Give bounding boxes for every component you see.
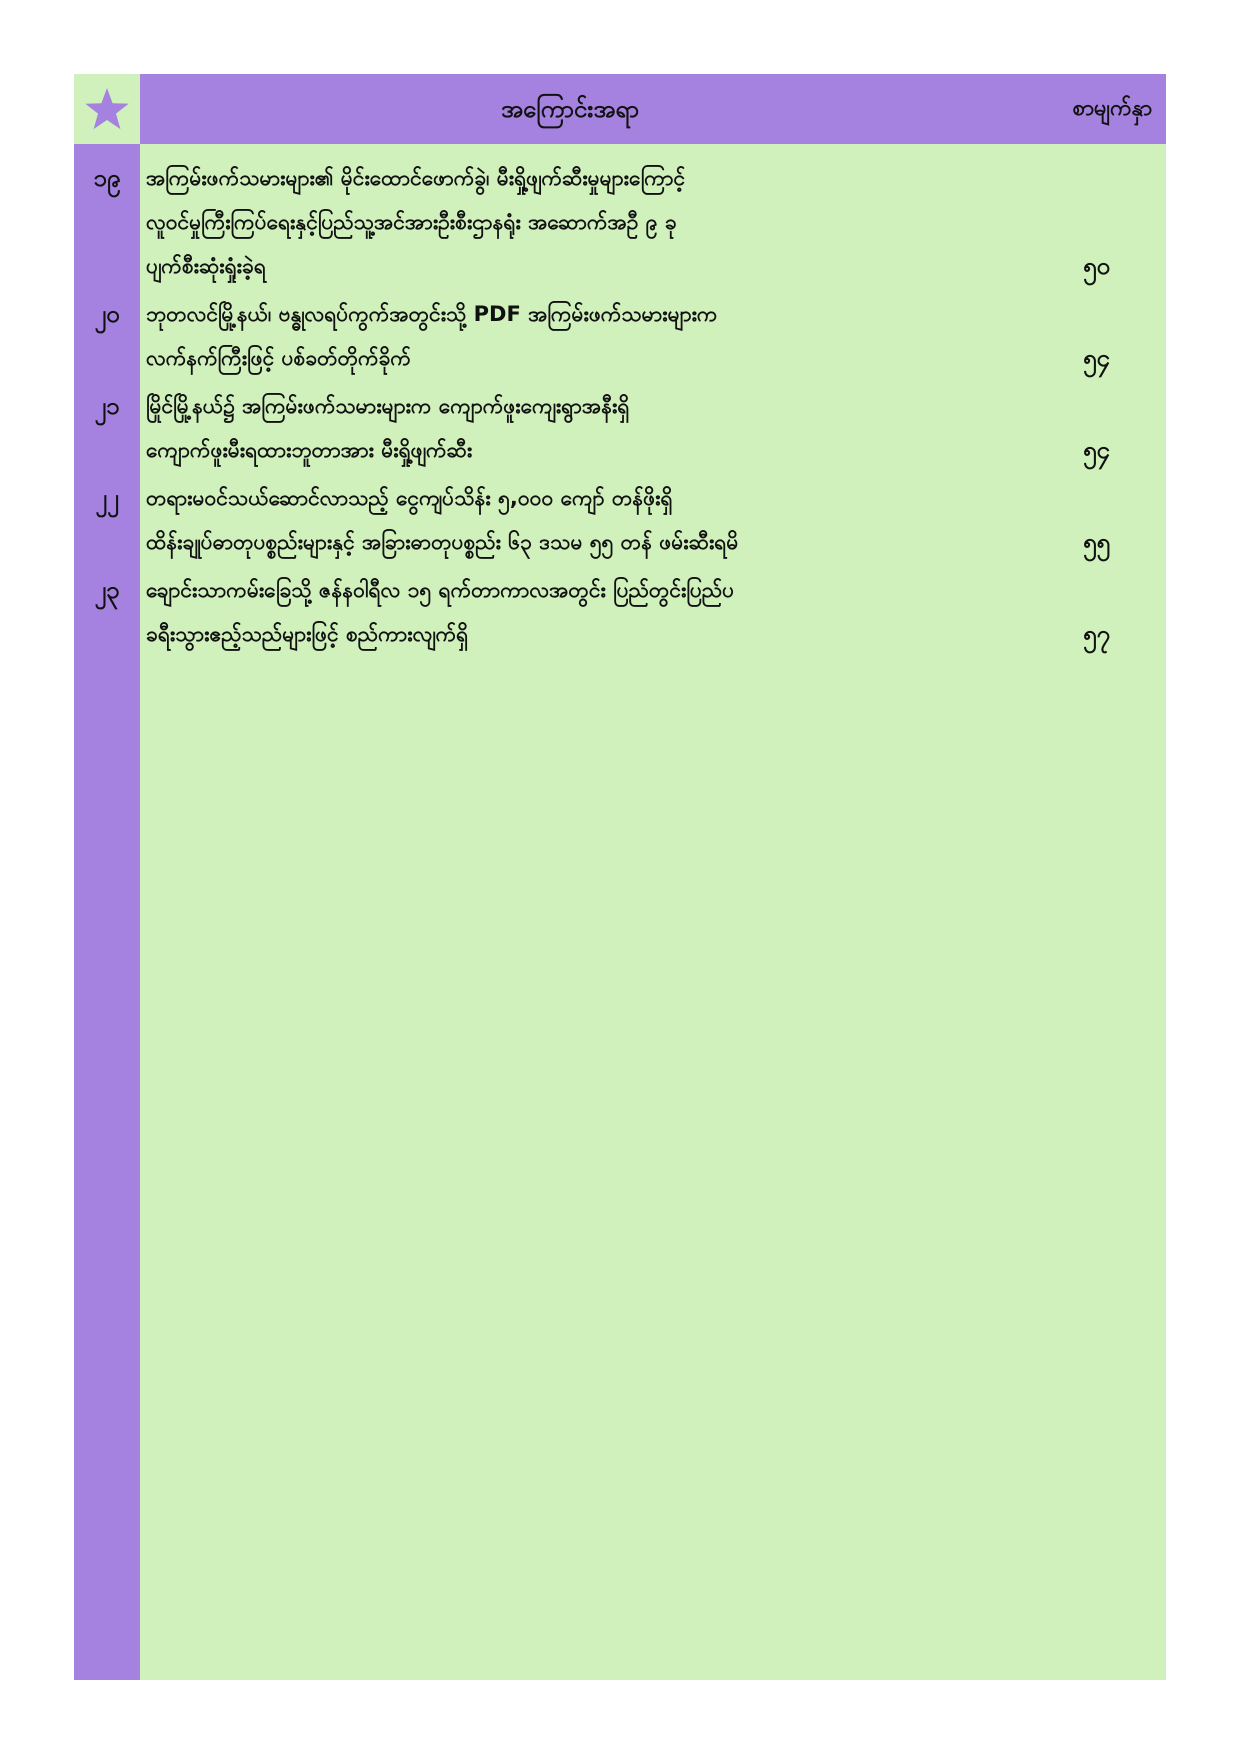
toc-entries bbox=[74, 156, 1166, 660]
entry-title-line: ခရီးသွားဧည့်သည်များဖြင့် စည်ကားလျက်ရှိ bbox=[146, 622, 469, 646]
entry-title bbox=[146, 384, 1016, 472]
entry-title-line: အကြမ်းဖက်သမားများ၏ မိုင်းထောင်ဖောက်ခွဲ၊ မီးရှို့ဖျက်ဆီးမှုများကြောင့် bbox=[146, 166, 686, 190]
entry-page-number: ၅၀ bbox=[1083, 252, 1110, 280]
entry-title-line: ထိန်းချုပ်ဓာတုပစ္စည်းများနှင့် အခြားဓာတုပစ္စည်း ၆၃ ဒသမ ၅၅ တန် ဖမ်းဆီးရမိ bbox=[146, 530, 739, 554]
header-title: အကြောင်းအရာ bbox=[501, 95, 639, 123]
toc-entry[interactable] bbox=[74, 568, 1166, 656]
entry-title-line: ချောင်းသာကမ်းခြေသို့ ဇန်နဝါရီလ ၁၅ ရက်တာကာလအတွင်း ပြည်တွင်းပြည်ပ bbox=[146, 578, 735, 602]
star-icon bbox=[83, 85, 131, 133]
entry-title bbox=[146, 156, 1016, 288]
entry-title-line: ဘုတလင်မြို့နယ်၊ ဗန္ဓုလရပ်ကွက်အတွင်းသို့ PDF အကြမ်းဖက်သမားများက bbox=[146, 302, 718, 326]
toc-header bbox=[74, 74, 1166, 144]
entry-page-number: ၅၄ bbox=[1083, 344, 1110, 372]
entry-number: ၂၁ bbox=[94, 392, 120, 420]
table-of-contents bbox=[74, 74, 1166, 1680]
entry-title bbox=[146, 476, 1016, 564]
entry-title-line: ပျက်စီးဆုံးရှုံးခဲ့ရ bbox=[146, 254, 266, 278]
entry-number: ၂၃ bbox=[94, 576, 120, 604]
header-page-label: စာမျက်နှာ bbox=[1072, 96, 1152, 121]
entry-page-number: ၅၅ bbox=[1083, 528, 1110, 556]
toc-entry[interactable] bbox=[74, 292, 1166, 380]
entry-title-line: မြိုင်မြို့နယ်၌ အကြမ်းဖက်သမားများက ကျောက်ဖူးကျေးရွာအနီးရှိ bbox=[146, 394, 630, 418]
entry-title bbox=[146, 568, 1016, 656]
entry-title bbox=[146, 292, 1016, 380]
entry-page-number: ၅၇ bbox=[1083, 620, 1110, 648]
entry-number: ၂၂ bbox=[95, 484, 119, 512]
entry-page-number: ၅၄ bbox=[1083, 436, 1110, 464]
entry-title-line: လူဝင်မှုကြီးကြပ်ရေးနှင့်ပြည်သူ့အင်အားဦးစီးဌာနရုံး အဆောက်အဦ ၉ ခု bbox=[146, 210, 677, 234]
entry-number: ၁၉ bbox=[93, 164, 121, 192]
entry-number: ၂၀ bbox=[94, 300, 120, 328]
header-bar bbox=[140, 74, 1166, 144]
toc-entry[interactable] bbox=[74, 476, 1166, 564]
star-cell bbox=[74, 74, 140, 144]
entry-title-line: လက်နက်ကြီးဖြင့် ပစ်ခတ်တိုက်ခိုက် bbox=[146, 346, 411, 370]
entry-title-line: ကျောက်ဖူးမီးရထားဘူတာအား မီးရှို့ဖျက်ဆီး bbox=[146, 438, 473, 462]
toc-entry[interactable] bbox=[74, 156, 1166, 288]
entry-title-line: တရားမဝင်သယ်ဆောင်လာသည့် ငွေကျပ်သိန်း ၅,၀၀၀ ကျော် တန်ဖိုးရှိ bbox=[146, 486, 673, 510]
toc-entry[interactable] bbox=[74, 384, 1166, 472]
